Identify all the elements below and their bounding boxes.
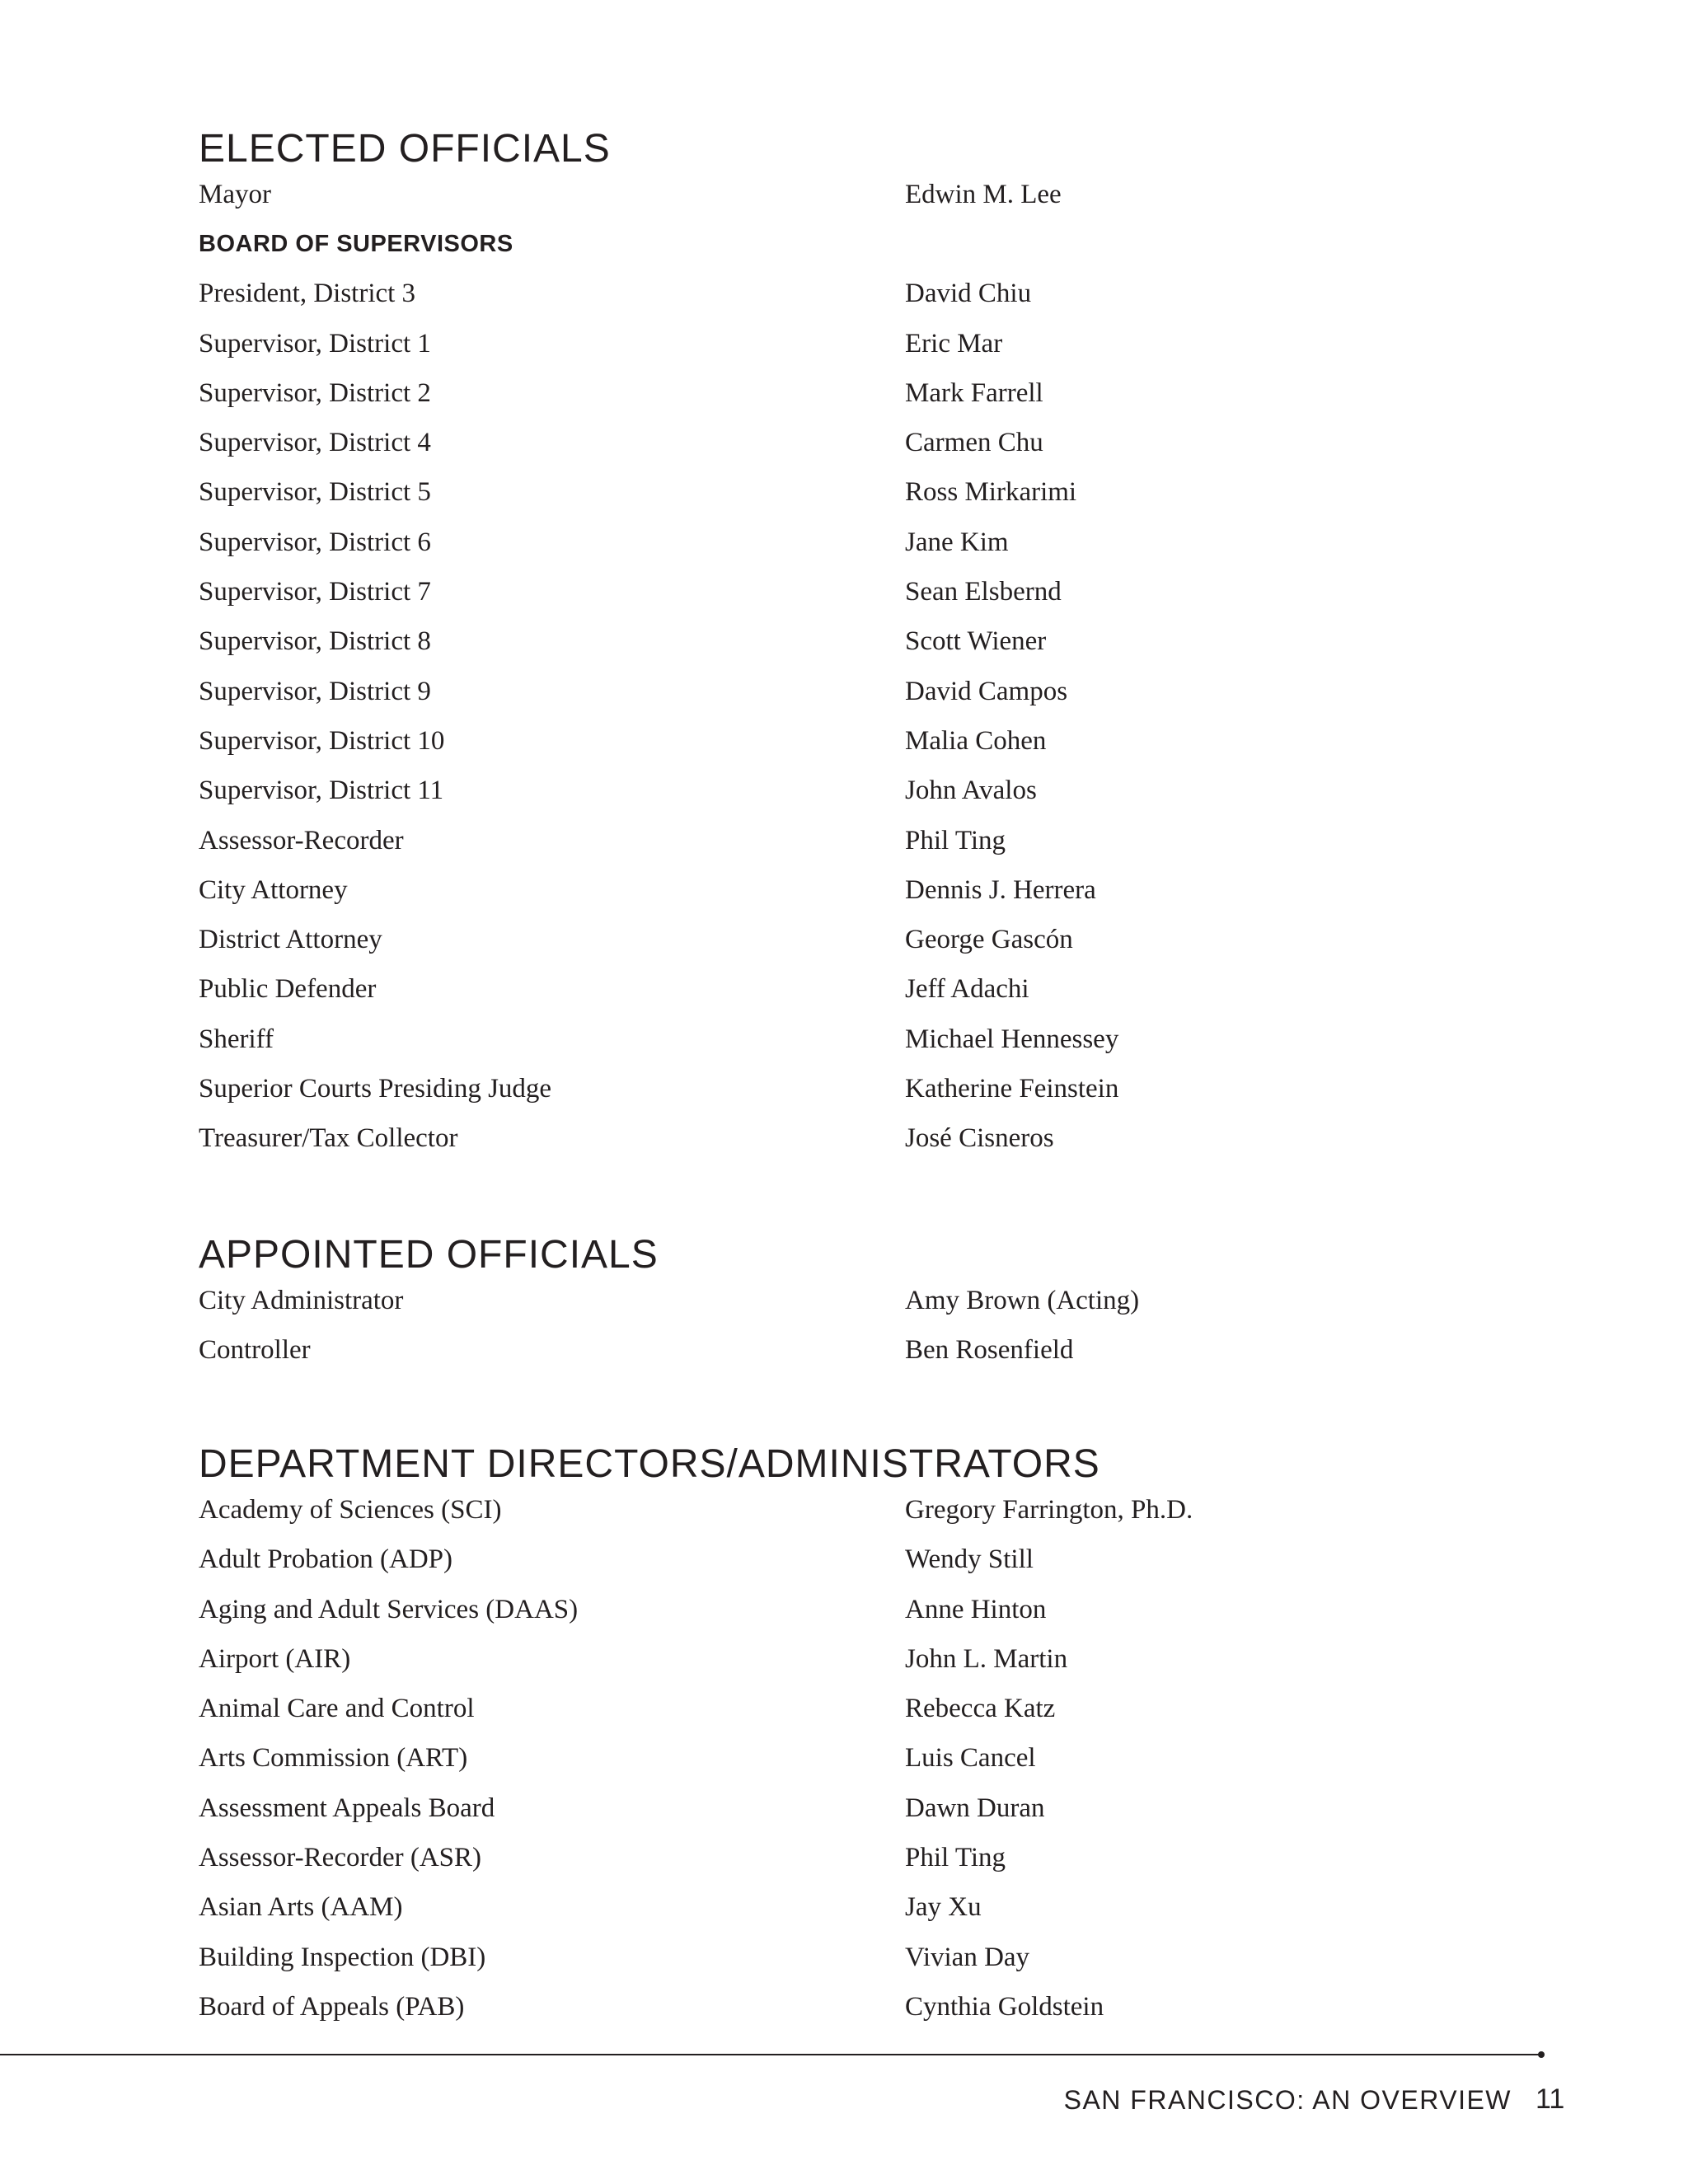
office-title: Supervisor, District 5 <box>199 477 431 508</box>
official-row <box>199 1783 1517 1833</box>
office-title: Supervisor, District 9 <box>199 676 431 706</box>
official-row <box>199 766 1517 815</box>
official-name: Dawn Duran <box>905 1793 1045 1823</box>
official-row <box>199 1113 1517 1163</box>
office-title: Supervisor, District 4 <box>199 428 431 458</box>
official-row <box>199 1276 1517 1325</box>
section-heading: APPOINTED OFFICIALS <box>199 1233 659 1277</box>
office-title: Supervisor, District 1 <box>199 328 431 359</box>
official-name: Sean Elsbernd <box>905 577 1062 607</box>
office-title: Supervisor, District 10 <box>199 725 445 756</box>
official-name: Luis Cancel <box>905 1743 1036 1774</box>
official-row <box>199 915 1517 964</box>
official-name: Rebecca Katz <box>905 1694 1056 1724</box>
department-directors-section <box>199 1441 1517 2032</box>
page-number: 11 <box>1536 2083 1565 2115</box>
office-title: Public Defender <box>199 974 377 1005</box>
official-row <box>199 170 1517 219</box>
board-of-supervisors-heading: BOARD OF SUPERVISORS <box>199 231 513 258</box>
office-title: Supervisor, District 8 <box>199 626 431 657</box>
office-title: Supervisor, District 11 <box>199 776 444 806</box>
department-directors-list <box>199 1485 1517 2032</box>
official-name: Ross Mirkarimi <box>905 477 1077 508</box>
official-name: Anne Hinton <box>905 1594 1047 1624</box>
official-name: John Avalos <box>905 776 1037 806</box>
section-heading: DEPARTMENT DIRECTORS/ADMINISTRATORS <box>199 1442 1100 1486</box>
official-row <box>199 518 1517 567</box>
appointed-officials-list <box>199 1276 1517 1376</box>
office-title: Mayor <box>199 180 271 209</box>
official-row <box>199 1933 1517 1982</box>
official-name: Edwin M. Lee <box>905 180 1062 209</box>
office-title: City Attorney <box>199 874 348 905</box>
official-name: Wendy Still <box>905 1544 1034 1575</box>
official-row <box>199 368 1517 418</box>
official-row <box>199 1015 1517 1064</box>
official-name: Gregory Farrington, Ph.D. <box>905 1495 1193 1525</box>
official-row <box>199 418 1517 467</box>
official-row <box>199 1833 1517 1882</box>
office-title: Controller <box>199 1335 311 1366</box>
office-title: President, District 3 <box>199 279 416 309</box>
official-name: Jay Xu <box>905 1892 982 1923</box>
office-title: Assessor-Recorder <box>199 825 404 855</box>
official-name: Phil Ting <box>905 1843 1006 1873</box>
official-row <box>199 319 1517 368</box>
office-title: Sheriff <box>199 1024 274 1054</box>
office-title: Academy of Sciences (SCI) <box>199 1495 502 1525</box>
official-name: John L. Martin <box>905 1643 1068 1674</box>
office-title: Arts Commission (ART) <box>199 1743 468 1774</box>
official-row <box>199 1585 1517 1634</box>
official-row <box>199 1064 1517 1113</box>
official-name: José Cisneros <box>905 1123 1054 1154</box>
office-title: District Attorney <box>199 925 382 955</box>
official-row <box>199 1485 1517 1535</box>
office-title: Asian Arts (AAM) <box>199 1892 403 1923</box>
official-name: Vivian Day <box>905 1942 1030 1972</box>
official-name: Ben Rosenfield <box>905 1335 1074 1366</box>
official-row <box>199 567 1517 616</box>
official-name: Michael Hennessey <box>905 1024 1119 1054</box>
official-name: Amy Brown (Acting) <box>905 1286 1140 1315</box>
official-row <box>199 865 1517 915</box>
official-row <box>199 1733 1517 1783</box>
official-row <box>199 716 1517 766</box>
office-title: Aging and Adult Services (DAAS) <box>199 1594 579 1624</box>
official-row <box>199 964 1517 1014</box>
official-name: George Gascón <box>905 925 1073 955</box>
office-title: Animal Care and Control <box>199 1694 475 1724</box>
office-title: Adult Probation (ADP) <box>199 1544 452 1575</box>
official-name: Mark Farrell <box>905 377 1043 408</box>
office-title: Building Inspection (DBI) <box>199 1942 486 1972</box>
official-row <box>199 1325 1517 1375</box>
office-title: Airport (AIR) <box>199 1643 351 1674</box>
official-name: Dennis J. Herrera <box>905 874 1096 905</box>
official-name: Eric Mar <box>905 328 1003 359</box>
official-name: Katherine Feinstein <box>905 1074 1119 1104</box>
publication-title: SAN FRANCISCO: AN OVERVIEW <box>1063 2085 1512 2115</box>
footer-divider <box>0 2054 1543 2055</box>
official-name: Carmen Chu <box>905 428 1043 458</box>
official-row <box>199 616 1517 666</box>
office-title: Supervisor, District 2 <box>199 377 431 408</box>
office-title: Supervisor, District 7 <box>199 577 431 607</box>
official-name: Cynthia Goldstein <box>905 1991 1104 2022</box>
section-heading: ELECTED OFFICIALS <box>199 127 611 171</box>
official-row <box>199 816 1517 865</box>
official-name: David Chiu <box>905 279 1032 309</box>
official-name: Jeff Adachi <box>905 974 1029 1005</box>
office-title: Board of Appeals (PAB) <box>199 1991 465 2022</box>
elected-officials-section <box>199 125 1517 1164</box>
office-title: Supervisor, District 6 <box>199 527 431 557</box>
official-row <box>199 1982 1517 2032</box>
appointed-officials-section <box>199 1231 1517 1376</box>
official-name: Phil Ting <box>905 825 1006 855</box>
official-row <box>199 467 1517 517</box>
official-row <box>199 1535 1517 1584</box>
official-row <box>199 1882 1517 1932</box>
official-name: Malia Cohen <box>905 725 1047 756</box>
official-row <box>199 1634 1517 1684</box>
official-row <box>199 667 1517 716</box>
official-row <box>199 269 1517 318</box>
official-name: David Campos <box>905 676 1068 706</box>
office-title: Treasurer/Tax Collector <box>199 1123 458 1154</box>
elected-officials-list <box>199 269 1517 1163</box>
office-title: Assessor-Recorder (ASR) <box>199 1843 482 1873</box>
footer-divider-endpoint <box>1538 2051 1545 2058</box>
official-row <box>199 1684 1517 1733</box>
office-title: City Administrator <box>199 1286 404 1315</box>
official-name: Jane Kim <box>905 527 1009 557</box>
office-title: Assessment Appeals Board <box>199 1793 495 1823</box>
office-title: Superior Courts Presiding Judge <box>199 1074 552 1104</box>
official-name: Scott Wiener <box>905 626 1047 657</box>
